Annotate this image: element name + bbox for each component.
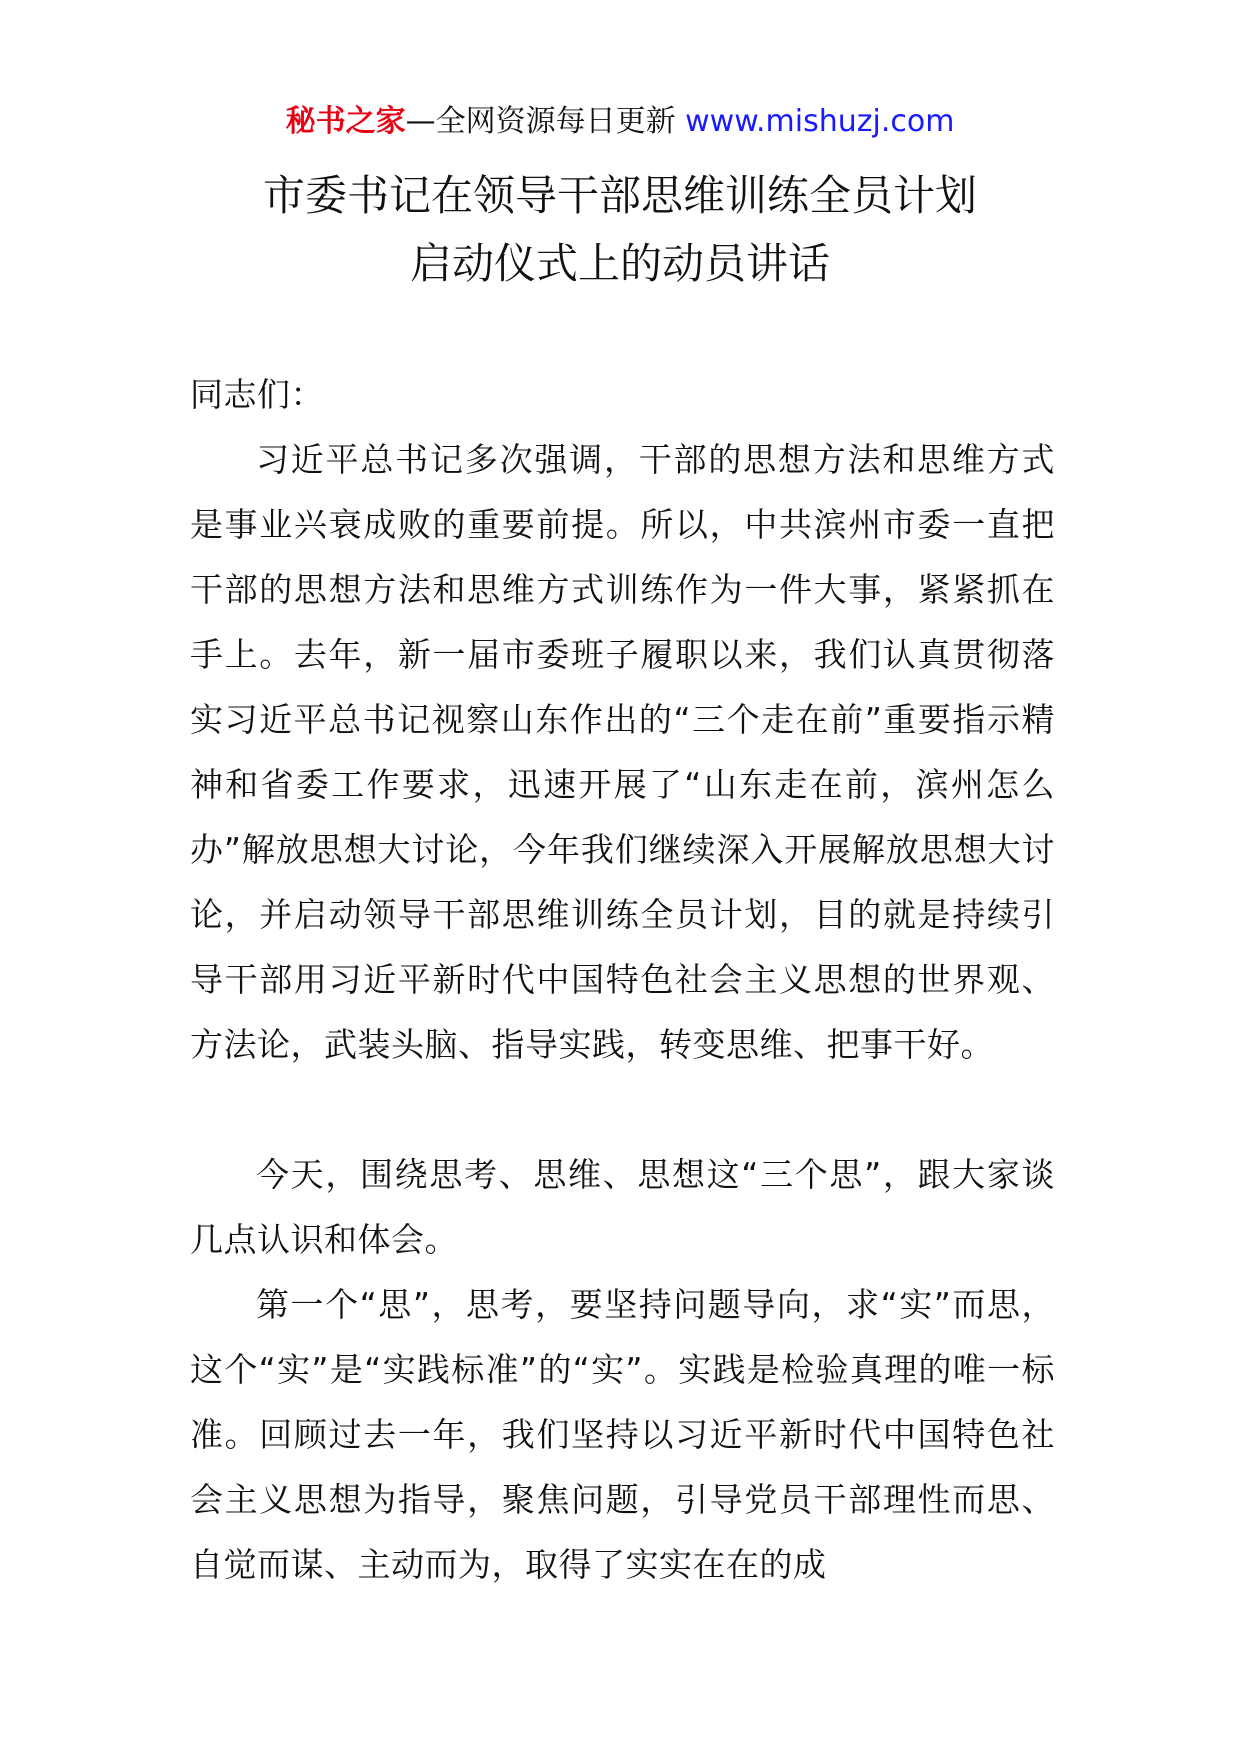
document-title-line-2: 启动仪式上的动员讲话 bbox=[409, 239, 830, 288]
body-paragraph-2: 今天，围绕思考、思维、思想这“三个思”，跟大家谈几点认识和体会。 bbox=[190, 1155, 1055, 1259]
site-banner bbox=[0, 100, 1240, 144]
body-paragraph-1: 习近平总书记多次强调，干部的思想方法和思维方式是事业兴衰成败的重要前提。所以，中共滨州市委一直把干部的思想方法和思维方式训练作为一件大事，紧紧抓在手上。去年，新一届市委班子履职以来，我们认真贯彻落实习近平总书记视察山东作出的“三个走在前”重要指示精神和省委工作要求，迅速开展了“山东走在前，滨州怎么办”解放思想大讨论，今年我们继续深入开展解放思想大讨论，并启动领导干部思维训练全员计划，目的就是持续引导干部用习近平新时代中国特色社会主义思想的世界观、方法论，武装头脑、指导实践，转变思维、把事干好。 bbox=[190, 440, 1055, 1064]
brand-name: 秘书之家 bbox=[285, 104, 406, 139]
banner-tagline: —全网资源每日更新 bbox=[405, 104, 686, 139]
salutation: 同志们： bbox=[190, 375, 324, 414]
document-title-line-1: 市委书记在领导干部思维训练全员计划 bbox=[262, 171, 977, 220]
body-paragraph-3: 第一个“思”，思考，要坚持问题导向，求“实”而思，这个“实”是“实践标准”的“实”。实践是检验真理的唯一标准。回顾过去一年，我们坚持以习近平新时代中国特色社会主义思想为指导，聚焦问题，引导党员干部理性而思、自觉而谋、主动而为，取得了实实在在的成 bbox=[190, 1285, 1055, 1584]
site-url: www.mishuzj.com bbox=[685, 104, 955, 139]
